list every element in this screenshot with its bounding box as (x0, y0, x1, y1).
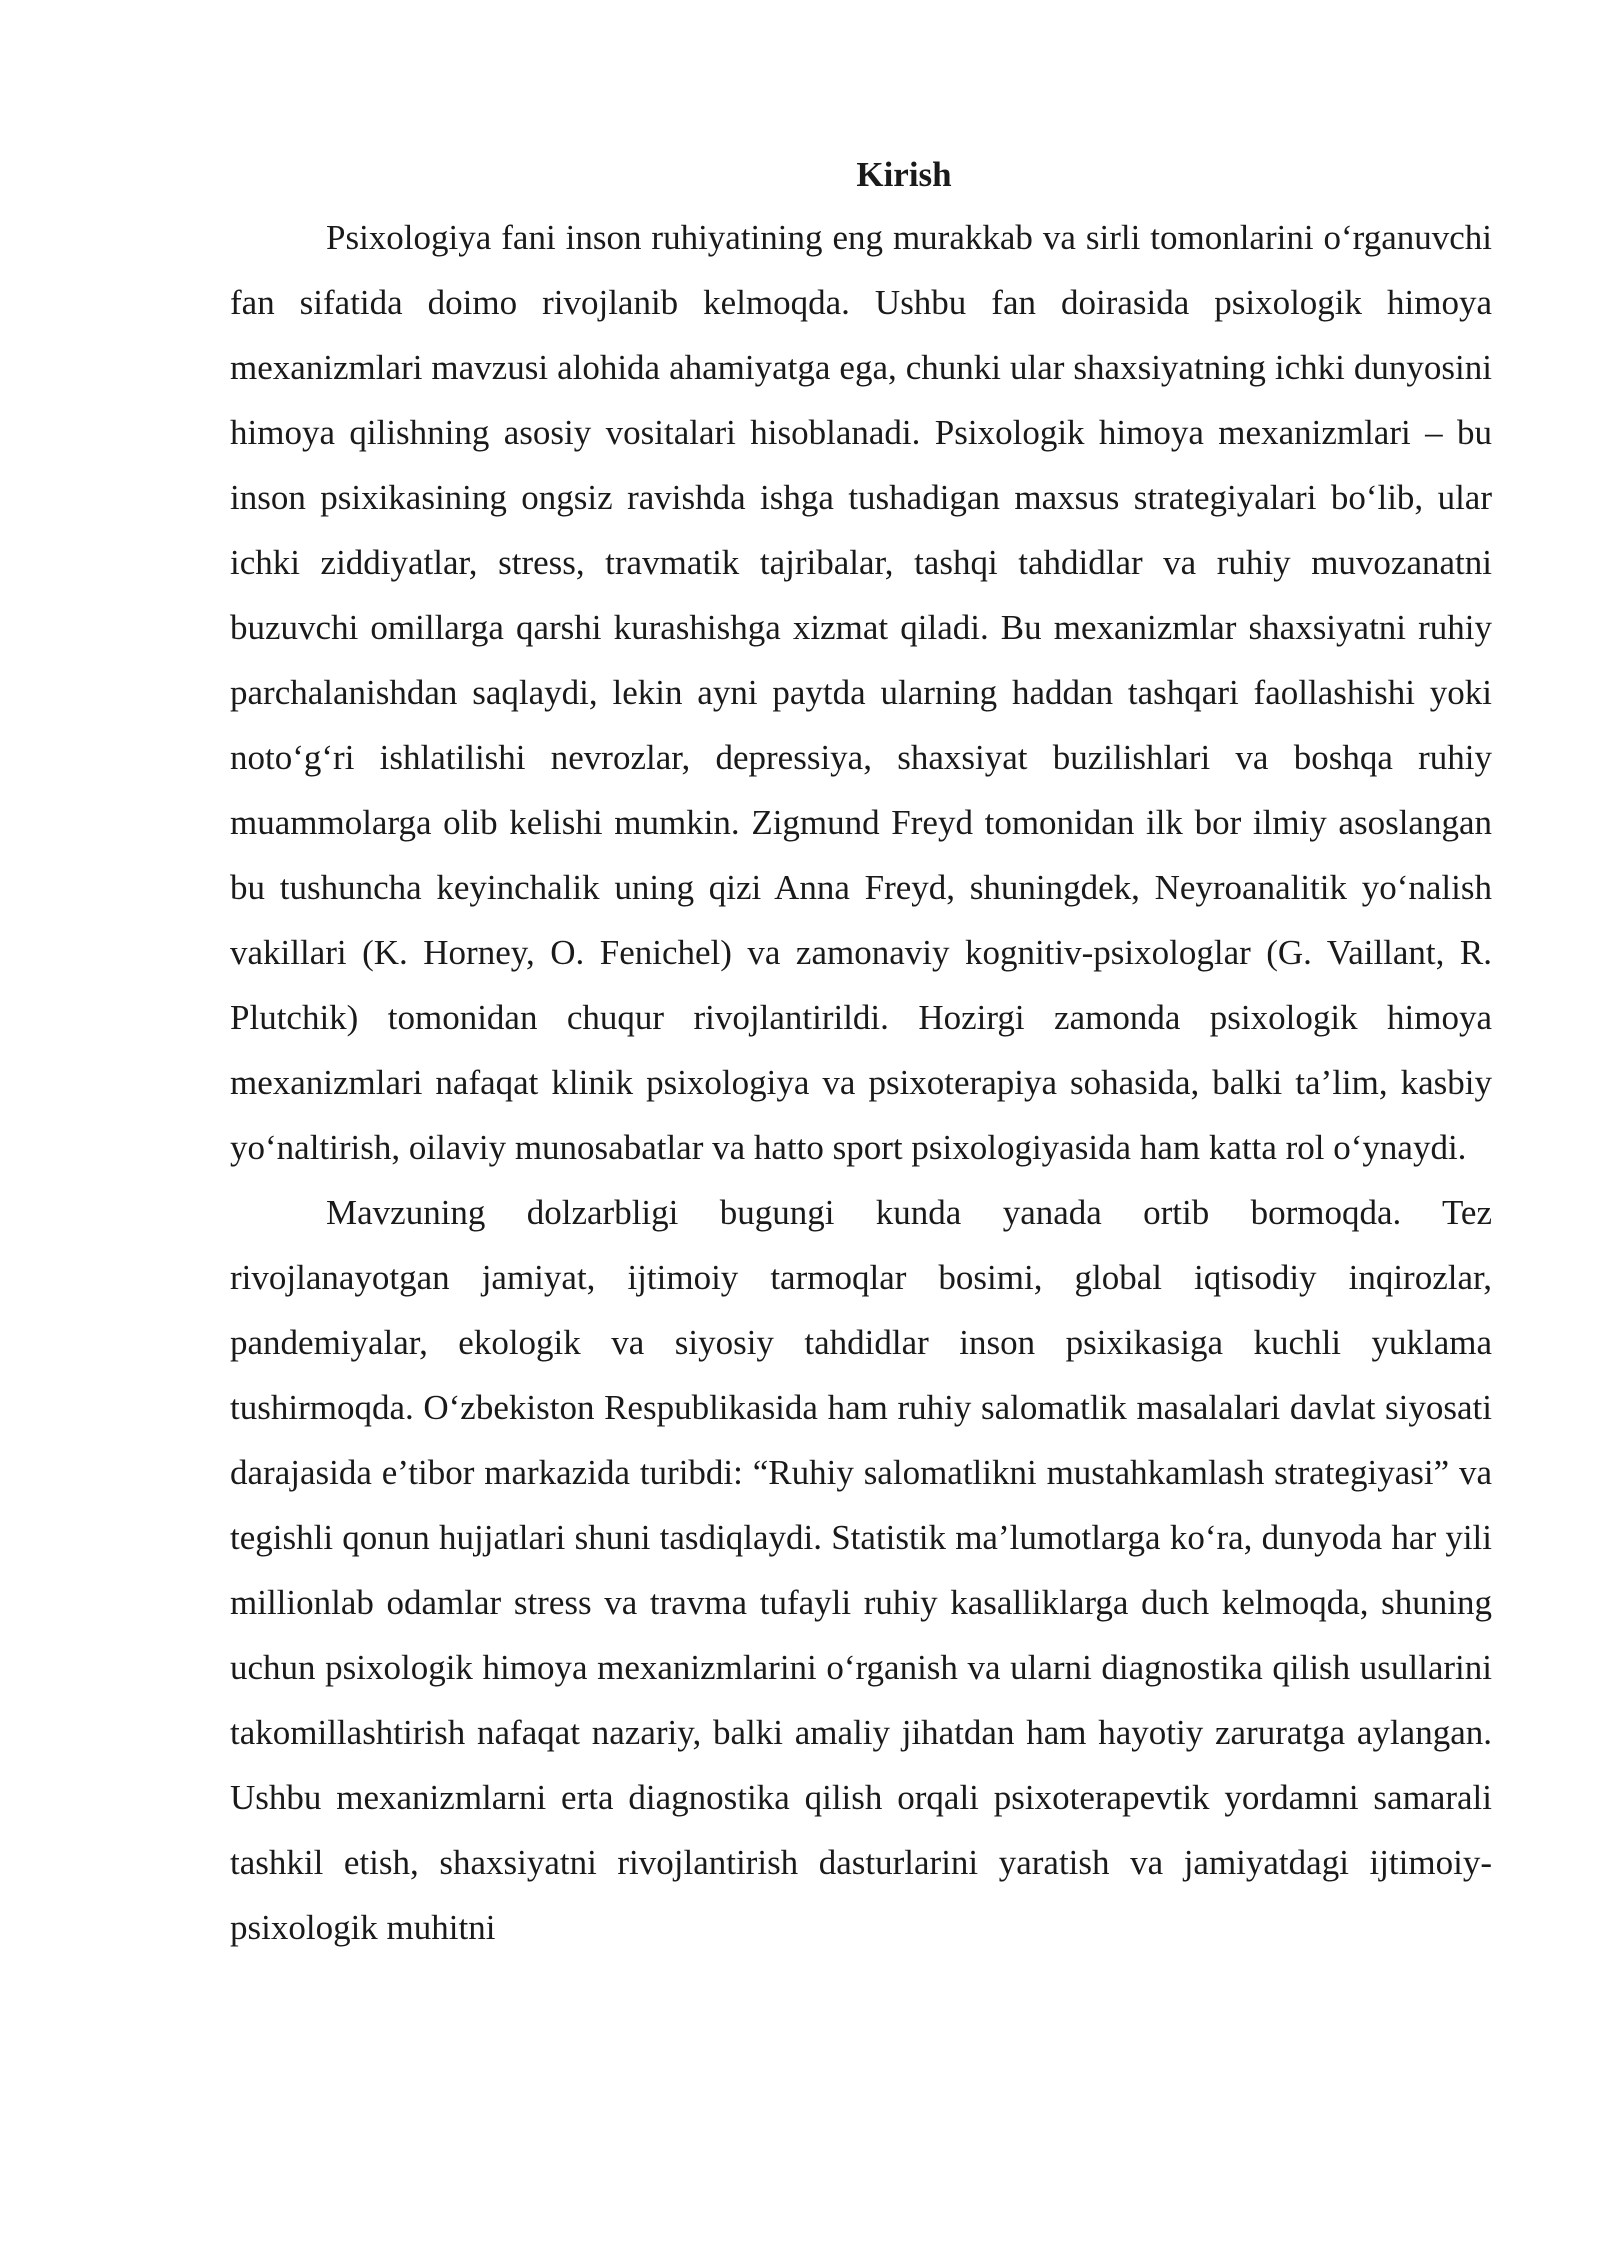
section-title: Kirish (856, 155, 952, 194)
document-body (230, 145, 1492, 1960)
paragraph-relevance: Mavzuning dolzarbligi bugungi kunda yanada ortib bormoqda. Tez rivojlanayotgan jamiyat, ijtimoiy tarmoqlar bosimi, global iqtisodiy inqirozlar, pandemiyalar, ekologik va siyosiy tahdidlar inson psixikasiga kuchli yuklama tushirmoqda. O‘zbekiston Respublikasida ham ruhiy salomatlik masalalari davlat siyosati darajasida e’tibor markazida turibdi: “Ruhiy salomatlikni mustahkamlash strategiyasi” va tegishli qonun hujjatlari shuni tasdiqlaydi. Statistik ma’lumotlarga ko‘ra, dunyoda har yili millionlab odamlar stress va travma tufayli ruhiy kasalliklarga duch kelmoqda, shuning uchun psixologik himoya mexanizmlarini o‘rganish va ularni diagnostika qilish usullarini takomillashtirish nafaqat nazariy, balki amaliy jihatdan ham hayotiy zaruratga aylangan. Ushbu mexanizmlarni erta diagnostika qilish orqali psixoterapevtik yordamni samarali tashkil etish, shaxsiyatni rivojlantirish dasturlarini yaratish va jamiyatdagi ijtimoiy-psixologik muhitni (230, 1193, 1492, 1947)
paragraph-introduction: Psixologiya fani inson ruhiyatining eng murakkab va sirli tomonlarini o‘rganuvchi fan sifatida doimo rivojlanib kelmoqda. Ushbu fan doirasida psixologik himoya mexanizmlari mavzusi alohida ahamiyatga ega, chunki ular shaxsiyatning ichki dunyosini himoya qilishning asosiy vositalari hisoblanadi. Psixologik himoya mexanizmlari – bu inson psixikasining ongsiz ravishda ishga tushadigan maxsus strategiyalari bo‘lib, ular ichki ziddiyatlar, stress, travmatik tajribalar, tashqi tahdidlar va ruhiy muvozanatni buzuvchi omillarga qarshi kurashishga xizmat qiladi. Bu mexanizmlar shaxsiyatni ruhiy parchalanishdan saqlaydi, lekin ayni paytda ularning haddan tashqari faollashishi yoki noto‘g‘ri ishlatilishi nevrozlar, depressiya, shaxsiyat buzilishlari va boshqa ruhiy muammolarga olib kelishi mumkin. Zigmund Freyd tomonidan ilk bor ilmiy asoslangan bu tushuncha keyinchalik uning qizi Anna Freyd, shuningdek, Neyroanalitik yo‘nalish vakillari (K. Horney, O. Fenichel) va zamonaviy kognitiv-psixologlar (G. Vaillant, R. Plutchik) tomonidan chuqur rivojlantirildi. Hozirgi zamonda psixologik himoya mexanizmlari nafaqat klinik psixologiya va psixoterapiya sohasida, balki ta’lim, kasbiy yo‘naltirish, oilaviy munosabatlar va hatto sport psixologiyasida ham katta rol o‘ynaydi. (230, 218, 1492, 1167)
